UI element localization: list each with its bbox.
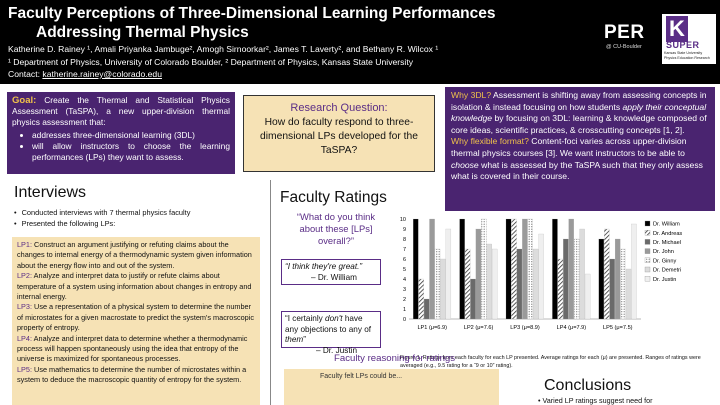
bar-dr-andreas-3 <box>511 219 516 319</box>
bar-dr-justin-3 <box>539 234 544 319</box>
contact-label: Contact: <box>8 69 43 79</box>
lp-item <box>17 302 255 333</box>
bar-dr-michael-4 <box>563 239 568 319</box>
ksu-super-word: SUPER <box>666 40 700 50</box>
legend-label: Dr. William <box>653 221 680 228</box>
legend-swatch <box>645 249 650 254</box>
lp-item <box>17 271 255 302</box>
why-flex-emphasis: choose <box>451 159 479 170</box>
title-line-2: Addressing Thermal Physics <box>36 24 249 41</box>
reasoning-text: Faculty felt LPs could be... <box>320 373 403 380</box>
goal-bullet: • will allow instructors to choose the learning performances (LPs) they want to assess. <box>32 141 230 163</box>
y-tick-label: 0 <box>402 317 406 323</box>
lp-label: LP5: <box>17 364 33 374</box>
bar-dr-john-5 <box>615 239 620 319</box>
bar-dr-ginny-3 <box>528 219 533 319</box>
quote-text: ” <box>303 335 306 344</box>
interviews-bullets <box>14 207 190 229</box>
x-tick-label: LP5 (μ=7.5) <box>603 325 633 331</box>
lp-text: Use mathematics to determine the number of microstates within a system to deduce the macroscopic quantity of entropy for the system. <box>17 364 247 385</box>
legend-label: Dr. Ginny <box>653 258 677 265</box>
conclusions-heading: Conclusions <box>544 377 632 394</box>
why-flex-text: Content-foci varies across upper-division thermal physics courses [3]. We want instructors to be able to <box>451 136 687 158</box>
lp-item <box>17 240 255 271</box>
bar-dr-justin-2 <box>492 249 497 319</box>
lp-text: Use a representation of a physical system to determine the number of microstates for a given macrostate to predict the system's macroscopic property of entropy. <box>17 302 255 333</box>
bar-dr-michael-1 <box>424 299 429 319</box>
why-flex-label: Why flexible format? <box>451 136 529 147</box>
y-tick-label: 6 <box>402 257 406 263</box>
bar-dr-justin-5 <box>631 224 636 319</box>
bar-dr-justin-4 <box>585 274 590 319</box>
bar-dr-demetri-5 <box>626 269 631 319</box>
bar-dr-justin-1 <box>446 229 451 319</box>
authors: Katherine D. Rainey ¹, Amali Priyanka Jambuge², Amogh Sirnoorkar², James T. Laverty², and Bethany R. Wilcox ¹ <box>8 44 439 54</box>
quote-attribution: – Dr. Justin <box>316 345 357 355</box>
bar-dr-andreas-5 <box>604 229 609 319</box>
lp-item <box>17 334 255 365</box>
title-line-1: Faculty Perceptions of Three-Dimensional Learning Performances <box>8 5 496 22</box>
per-logo-sub: @ CU-Boulder <box>606 44 642 50</box>
lp-text: Analyze and interpret data to justify or refute claims about temperature of a system using information about changes in entropy and internal energy. <box>17 271 252 302</box>
bar-dr-ginny-1 <box>435 249 440 319</box>
bar-dr-andreas-1 <box>419 279 424 319</box>
goal-label: Goal: <box>12 95 37 106</box>
faculty-ratings-heading: Faculty Ratings <box>280 189 387 206</box>
reasoning-box <box>284 369 499 405</box>
legend-swatch <box>645 230 650 235</box>
lp-text: Analyze and interpret data to determine whether a thermodynamic process will happen spontaneously using the idea that entropy of the universe is maximized for spontaneous processes. <box>17 333 248 364</box>
quote-emphasis: don't <box>325 314 343 323</box>
why-3dl-text-cont: by focusing on 3DL: learning & knowledge composed of core ideas, scientific practices, & crosscutting concepts [1, 2]. <box>451 113 707 135</box>
why-box <box>445 87 715 211</box>
x-tick-label: LP4 (μ=7.9) <box>556 325 587 331</box>
contact-line <box>8 68 162 80</box>
figure-caption: Figure 1. Ratings from each faculty for each LP presented. Average ratings for each (μ) are presented. Ranges of ratings were averaged (e.g., 9.5 rating for a “9 or 10” rating). <box>400 355 701 369</box>
bar-dr-william-5 <box>599 239 604 319</box>
legend-label: Dr. Demetri <box>653 267 682 274</box>
bar-dr-demetri-2 <box>487 244 492 319</box>
bar-dr-john-4 <box>569 219 574 319</box>
research-question-box <box>243 95 435 172</box>
goal-text: Create the Thermal and Statistical Physics Assessment (TaSPA), a new upper-division thermal physics assessment that: <box>12 95 230 128</box>
why-3dl-label: Why 3DL? <box>451 90 492 100</box>
affiliations: ¹ Department of Physics, University of Colorado Boulder, ² Department of Physics, Kansas State University <box>8 57 414 67</box>
bar-dr-john-3 <box>522 219 527 319</box>
lp-label: LP4: <box>17 333 33 343</box>
bar-dr-ginny-4 <box>574 239 579 319</box>
quote-attribution: – Dr. William <box>311 272 357 282</box>
legend-label: Dr. John <box>653 249 674 256</box>
bar-dr-michael-3 <box>517 249 522 319</box>
legend-swatch <box>645 267 650 272</box>
y-tick-label: 4 <box>402 277 406 283</box>
interview-question: “What do you think about these [LPs] overall?” <box>296 211 376 246</box>
bar-dr-john-1 <box>429 219 434 319</box>
goal-bullets <box>32 130 230 164</box>
per-logo-text: PER <box>604 22 645 43</box>
y-tick-label: 3 <box>402 287 406 293</box>
quote-emphasis: them <box>285 335 304 344</box>
reasoning-heading: Faculty reasoning for ratings <box>334 353 456 364</box>
bar-dr-andreas-4 <box>558 259 563 319</box>
learning-performances-box <box>12 237 260 405</box>
x-tick-label: LP2 (μ=7.6) <box>463 325 494 331</box>
contact-email-link[interactable]: katherine.rainey@colorado.edu <box>42 69 162 79</box>
bar-dr-william-2 <box>460 219 465 319</box>
bar-dr-michael-2 <box>470 279 475 319</box>
legend-label: Dr. Justin <box>653 276 677 283</box>
research-question-text: How do faculty respond to three-dimensional LPs developed for the TaSPA? <box>260 117 418 156</box>
poster-header <box>0 0 720 84</box>
quote-text: have any objections to any of <box>285 314 372 334</box>
why-flex-text-cont: what is assessed by the TaSPA such that they only assess what is covered in their course. <box>451 159 703 182</box>
interviews-bullet: • Presented the following LPs: <box>14 218 190 229</box>
y-tick-label: 1 <box>402 307 406 313</box>
legend-swatch <box>645 258 650 263</box>
x-tick-label: LP1 (μ=6.9) <box>417 325 447 331</box>
bar-dr-demetri-3 <box>533 249 538 319</box>
ksu-super-subtitle: Kansas State University Physics Education Research <box>664 51 710 60</box>
chart-bars <box>413 219 636 319</box>
y-tick-label: 7 <box>402 247 406 253</box>
bar-dr-demetri-4 <box>580 229 585 319</box>
interviews-bullet: • Conducted interviews with 7 thermal physics faculty <box>14 207 190 218</box>
y-tick-label: 2 <box>402 297 406 303</box>
bar-dr-demetri-1 <box>440 259 445 319</box>
ksu-super-logo <box>662 14 716 64</box>
bar-dr-john-2 <box>476 229 481 319</box>
lp-label: LP1: <box>17 240 33 249</box>
bar-dr-william-1 <box>413 219 418 319</box>
bar-dr-michael-5 <box>610 259 615 319</box>
y-tick-label: 10 <box>399 217 406 223</box>
quote-justin <box>281 311 381 355</box>
why-3dl-text: Assessment is shifting away from assessing concepts in isolation & instead focusing on how students <box>451 90 707 112</box>
interviews-heading: Interviews <box>14 184 87 201</box>
legend-swatch <box>645 276 650 281</box>
lp-item <box>17 365 255 386</box>
bar-dr-ginny-5 <box>621 249 626 319</box>
why-3dl-emphasis: apply their conceptual knowledge <box>451 101 707 124</box>
quote-text: “I certainly <box>285 314 326 323</box>
poster-title <box>8 4 528 42</box>
bar-dr-andreas-2 <box>465 249 470 319</box>
chart-legend <box>645 221 682 283</box>
x-tick-label: LP3 (μ=8.9) <box>510 325 540 331</box>
lp-label: LP3: <box>17 302 33 312</box>
legend-swatch <box>645 239 650 244</box>
quote-text: “I think they're great.” <box>285 262 363 271</box>
bar-dr-william-3 <box>506 219 511 319</box>
research-question-title: Research Question: <box>290 102 388 114</box>
y-tick-label: 8 <box>402 237 406 243</box>
bar-dr-ginny-2 <box>481 219 486 319</box>
goal-box <box>7 92 235 174</box>
column-divider <box>270 180 271 405</box>
ksu-k-mark: K <box>666 16 688 42</box>
conclusions-text: • Varied LP ratings suggest need for <box>538 396 653 405</box>
y-tick-label: 9 <box>402 227 406 233</box>
goal-bullet: • addresses three-dimensional learning (3DL) <box>32 130 230 141</box>
per-logo <box>604 22 660 52</box>
legend-label: Dr. Andreas <box>653 230 683 237</box>
y-tick-label: 5 <box>402 267 406 273</box>
legend-label: Dr. Michael <box>653 240 681 246</box>
quote-william <box>281 259 381 285</box>
lp-label: LP2: <box>17 271 33 281</box>
bar-dr-william-4 <box>552 219 557 319</box>
faculty-ratings-chart <box>393 213 715 341</box>
lp-text: Construct an argument justifying or refuting claims about the changes to internal energy of a thermodynamic system given information about the energy flow into and out of the system. <box>17 240 252 270</box>
legend-swatch <box>645 221 650 226</box>
